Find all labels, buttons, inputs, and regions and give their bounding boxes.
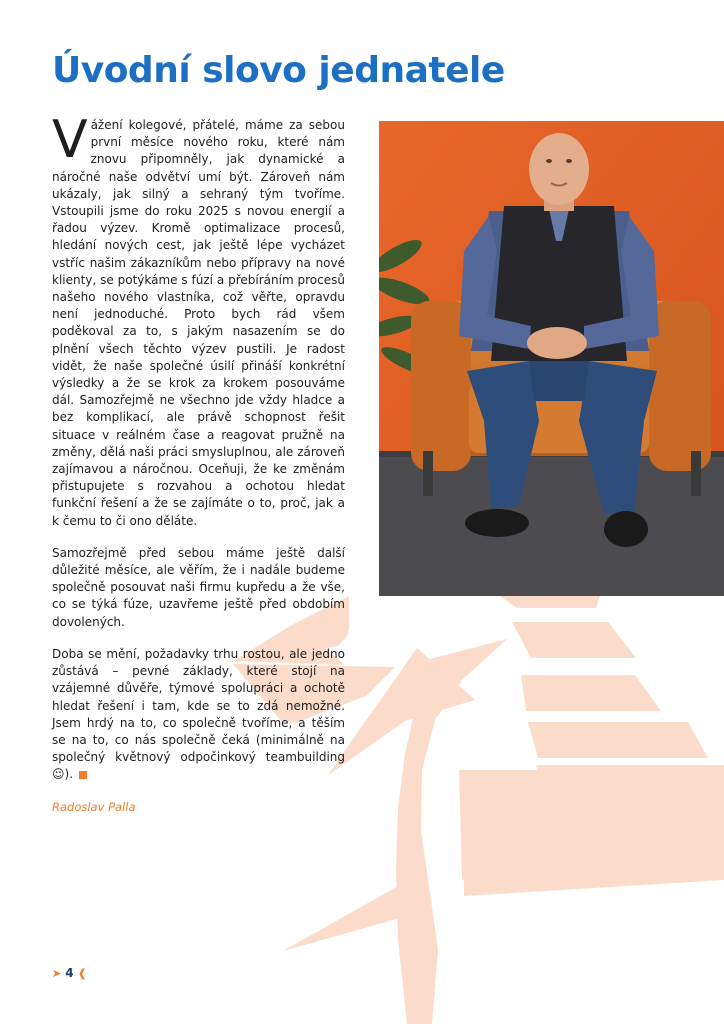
page-title: Úvodní slovo jednatele [52, 50, 505, 91]
paragraph-1 [52, 110, 345, 530]
page-footer [52, 966, 87, 980]
portrait-photo [379, 121, 724, 596]
dropcap-letter: V [52, 110, 88, 170]
page-number: 4 [65, 966, 74, 980]
chevron-left-icon: ❰ [77, 966, 87, 980]
author-signature: Radoslav Palla [52, 799, 136, 814]
paragraph-3 [52, 646, 345, 784]
chevron-right-icon: ➤ [52, 966, 62, 980]
paragraph-1-text: ážení kolegové, přátelé, máme za sebou první měsíce nového roku, které nám znovu připomněly, jak dynamické a náročné naše odvětví umí být. Zároveň nám ukázaly, jak silný a sehraný tým tvoříme. Vstoupili jsme do roku 2025 s novou energií a řadou výzev. Kromě optimalizace procesů, hledání nových cest, jak ještě lépe vycházet vstříc našim zákazníkům nebo přípravy na nové klienty, se potýkáme s fúzí a přebíráním procesů našeho nového vlastníka, což věřte, opravdu není jednoduché. Proto bych rád všem poděkoval za to, s jakým nasazením se do plnění všech těchto výzev pustili. Je radost vidět, že naše společné úsilí přináší konkrétní výsledky a že se krok za krokem posouváme dál. Samozřejmě ne všechno jde vždy hladce a bez komplikací, ale právě schopnost řešit situace v reálném čase a reagovat pružně na změny, dělá naši práci smysluplnou, ale zároveň zajímavou a náročnou. Oceňuji, že ke změnám přistupujete s rozvahou a ochotou hledat funkční řešení a že se zajímáte o to, proč, jak a k čemu to či ono děláte. [52, 118, 345, 528]
article-body [52, 110, 345, 816]
paragraph-2: Samozřejmě před sebou máme ještě další důležité měsíce, ale věřím, že i nadále budeme společně posouvat naši firmu kupředu a že vše, co se týká fúze, uzavřeme ještě před obdobím dovolených. [52, 545, 345, 629]
end-of-article-square-icon [79, 771, 87, 779]
paragraph-3-text: Doba se mění, požadavky trhu rostou, ale jedno zůstává – pevné základy, které stojí na vzájemné důvěře, týmové spolupráci a ochotě hledat řešení i tam, kde se to zdá nemožné. Jsem hrdý na to, co společně tvoříme, a těším se na to, co nás společně čeká (minimálně na společný květnový odpočinkový teambuilding ☺). [52, 646, 345, 782]
